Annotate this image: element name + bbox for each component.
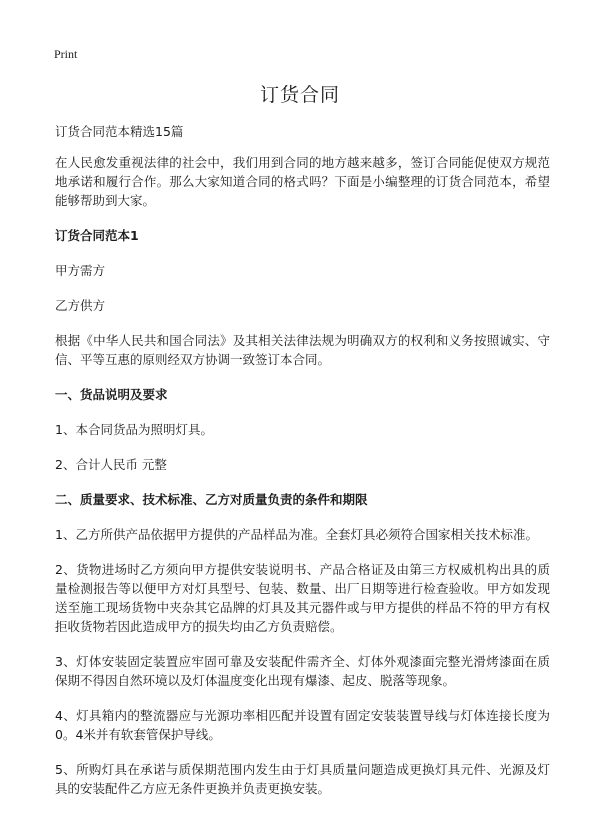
document-title: 订货合同 bbox=[259, 84, 340, 106]
section-2-item: 5、所购灯具在承诺与质保期范围内发生由于灯具质量问题造成更换灯具元件、光源及灯具的安装配件乙方应无条件更换并负责更换安装。 bbox=[55, 762, 550, 796]
party-a: 甲方需方 bbox=[55, 263, 106, 278]
section-1-heading: 一、货品说明及要求 bbox=[55, 387, 168, 402]
print-link[interactable]: Print bbox=[54, 47, 78, 61]
section-1-item: 1、本合同货品为照明灯具。 bbox=[55, 422, 213, 437]
document-subtitle: 订货合同范本精选15篇 bbox=[55, 124, 184, 139]
sample-heading: 订货合同范本1 bbox=[55, 228, 139, 243]
section-2-item: 1、乙方所供产品依据甲方提供的产品样品为准。全套灯具必须符合国家相关技术标准。 bbox=[55, 527, 538, 542]
section-1-item: 2、合计人民币 元整 bbox=[55, 457, 167, 472]
document-body bbox=[55, 122, 550, 798]
section-2-item: 3、灯体安装固定装置应牢固可靠及安装配件需齐全、灯体外观漆面完整光滑烤漆面在质保期不得因自然环境以及灯体温度变化出现有爆漆、起皮、脱落等现象。 bbox=[55, 654, 550, 688]
preamble-paragraph: 根据《中华人民共和国合同法》及其相关法律法规为明确双方的权利和义务按照诚实、守信、平等互惠的原则经双方协调一致签订本合同。 bbox=[55, 333, 550, 367]
section-2-item: 4、灯具箱内的整流器应与光源功率相匹配并设置有固定安装装置导线与灯体连接长度为0。4米并有软套管保护导线。 bbox=[55, 708, 550, 742]
intro-paragraph: 在人民愈发重视法律的社会中，我们用到合同的地方越来越多，签订合同能促使双方规范地承诺和履行合作。那么大家知道合同的格式吗？下面是小编整理的订货合同范本，希望能够帮助到大家。 bbox=[55, 155, 550, 208]
section-2-heading: 二、质量要求、技术标准、乙方对质量负责的条件和期限 bbox=[55, 492, 368, 507]
section-2-item: 2、货物进场时乙方须向甲方提供安装说明书、产品合格证及由第三方权威机构出具的质量检测报告等以便甲方对灯具型号、包装、数量、出厂日期等进行检查验收。甲方如发现送至施工现场货物中夹杂其它品牌的灯具及其元器件或与甲方提供的样品不符的甲方有权拒收货物若因此造成甲方的损失均由乙方负责赔偿。 bbox=[55, 562, 550, 634]
party-b: 乙方供方 bbox=[55, 298, 106, 313]
